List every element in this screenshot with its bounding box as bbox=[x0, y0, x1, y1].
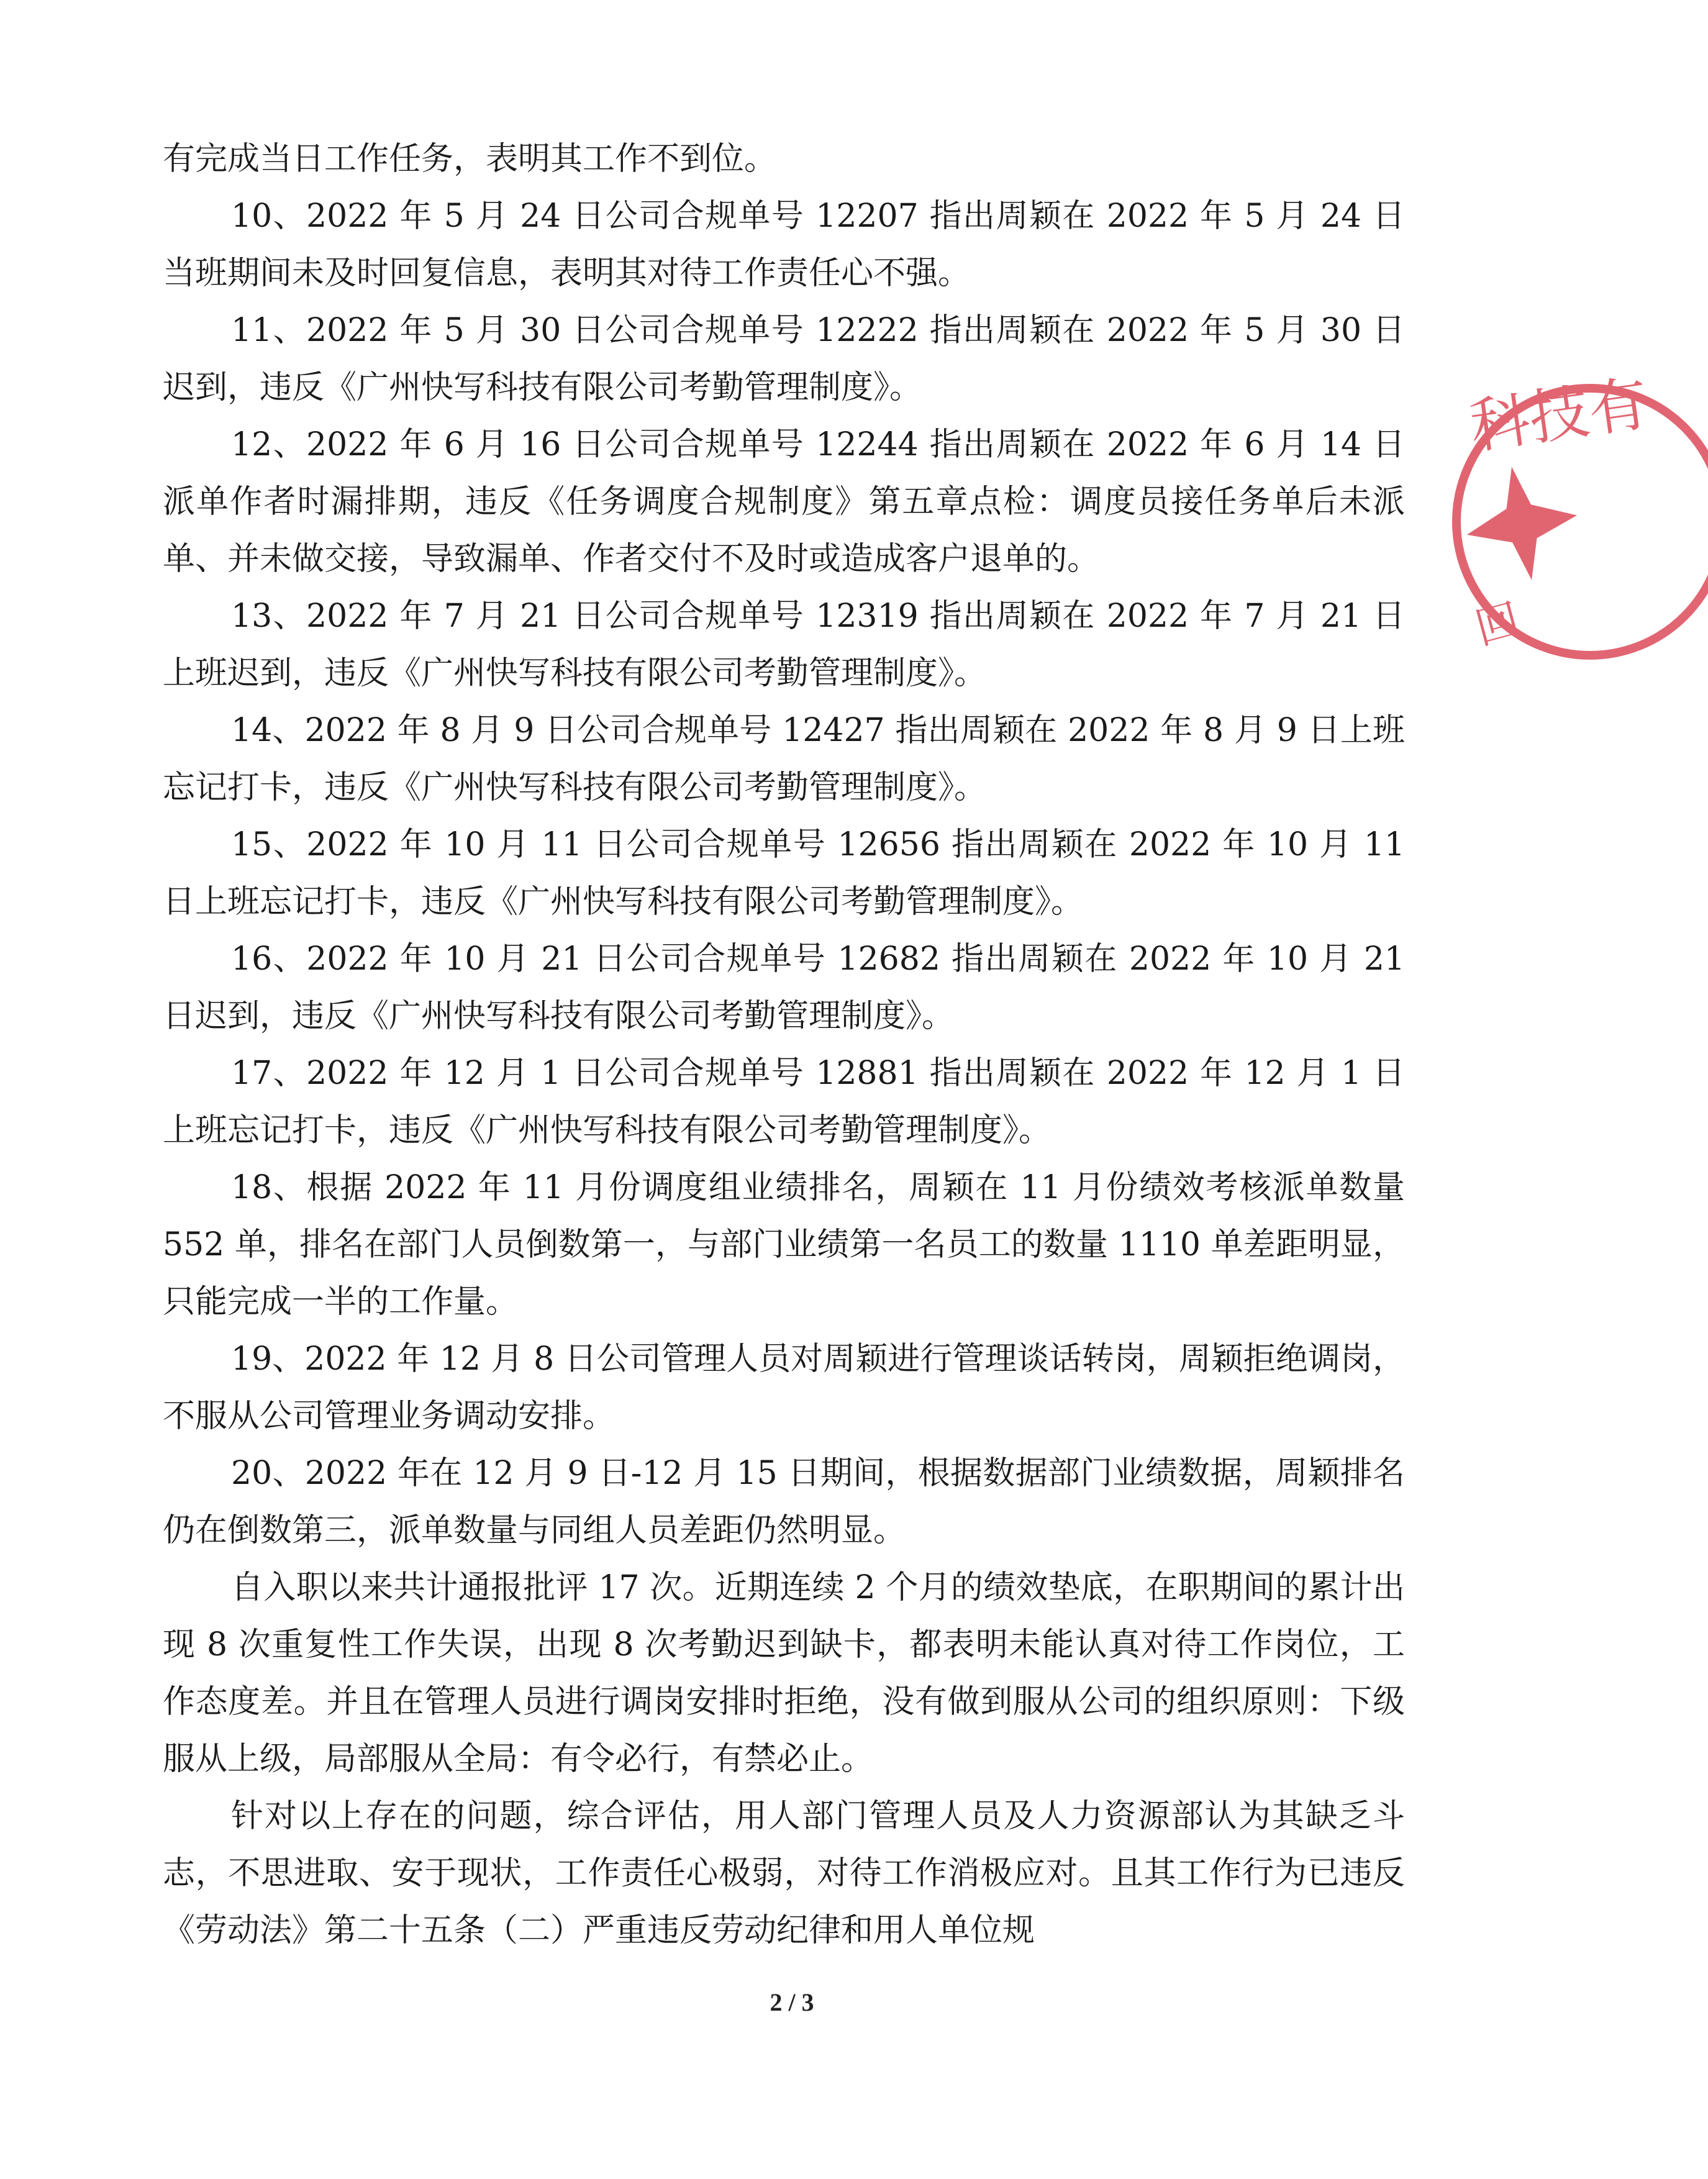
paragraph-item-13: 13、2022 年 7 月 21 日公司合规单号 12319 指出周颖在 2022 年 7 月 21 日上班迟到，违反《广州快写科技有限公司考勤管理制度》。 bbox=[163, 598, 1405, 692]
paragraph-item-16: 16、2022 年 10 月 21 日公司合规单号 12682 指出周颖在 2022 年 10 月 21 日迟到，违反《广州快写科技有限公司考勤管理制度》。 bbox=[163, 940, 1405, 1035]
paragraph-item-10: 10、2022 年 5 月 24 日公司合规单号 12207 指出周颖在 2022 年 5 月 24 日当班期间未及时回复信息，表明其对待工作责任心不强。 bbox=[163, 198, 1405, 292]
paragraph-item-20: 20、2022 年在 12 月 9 日-12 月 15 日期间，根据数据部门业绩数据，周颖排名仍在倒数第三，派单数量与同组人员差距仍然明显。 bbox=[163, 1455, 1405, 1549]
company-seal-stamp bbox=[1447, 360, 1708, 683]
seal-star-icon bbox=[1456, 457, 1586, 589]
paragraph-item-18: 18、根据 2022 年 11 月份调度组业绩排名，周颖在 11 月份绩效考核派单数量 552 单，排名在部门人员倒数第一，与部门业绩第一名员工的数量 1110 单差距明显，只能完成一半的工作量。 bbox=[163, 1169, 1405, 1321]
paragraph-item-11: 11、2022 年 5 月 30 日公司合规单号 12222 指出周颖在 2022 年 5 月 30 日迟到，违反《广州快写科技有限公司考勤管理制度》。 bbox=[163, 312, 1405, 406]
paragraph-continuation: 有完成当日工作任务，表明其工作不到位。 bbox=[163, 140, 777, 178]
seal-text: 科技有 bbox=[1465, 368, 1653, 462]
paragraph-item-19: 19、2022 年 12 月 8 日公司管理人员对周颖进行管理谈话转岗，周颖拒绝调岗，不服从公司管理业务调动安排。 bbox=[163, 1340, 1405, 1435]
paragraph-item-15: 15、2022 年 10 月 11 日公司合规单号 12656 指出周颖在 2022 年 10 月 11 日上班忘记打卡，违反《广州快写科技有限公司考勤管理制度》。 bbox=[163, 826, 1405, 921]
paragraph-conclusion: 针对以上存在的问题，综合评估，用人部门管理人员及人力资源部认为其缺乏斗志，不思进取、安于现状，工作责任心极弱，对待工作消极应对。且其工作行为已违反《劳动法》第二十五条（二）严重违反劳动纪律和用人单位规 bbox=[163, 1798, 1405, 1949]
paragraph-summary: 自入职以来共计通报批评 17 次。近期连续 2 个月的绩效垫底，在职期间的累计出现 8 次重复性工作失误，出现 8 次考勤迟到缺卡，都表明未能认真对待工作岗位，工作态度差。并且在管理人员进行调岗安排时拒绝，没有做到服从公司的组织原则：下级服从上级，局部服从全局：有令必行，有禁必止。 bbox=[163, 1569, 1405, 1778]
document-body bbox=[163, 130, 1405, 1959]
paragraph-item-17: 17、2022 年 12 月 1 日公司合规单号 12881 指出周颖在 2022 年 12 月 1 日上班忘记打卡，违反《广州快写科技有限公司考勤管理制度》。 bbox=[163, 1055, 1405, 1149]
paragraph-item-14: 14、2022 年 8 月 9 日公司合规单号 12427 指出周颖在 2022 年 8 月 9 日上班忘记打卡，违反《广州快写科技有限公司考勤管理制度》。 bbox=[163, 712, 1405, 806]
page-number: 2 / 3 bbox=[770, 1988, 814, 2016]
seal-text-lower: 回 bbox=[1470, 594, 1525, 655]
paragraph-item-12: 12、2022 年 6 月 16 日公司合规单号 12244 指出周颖在 2022 年 6 月 14 日派单作者时漏排期，违反《任务调度合规制度》第五章点检：调度员接任务单后未派单、并未做交接，导致漏单、作者交付不及时或造成客户退单的。 bbox=[163, 426, 1405, 578]
